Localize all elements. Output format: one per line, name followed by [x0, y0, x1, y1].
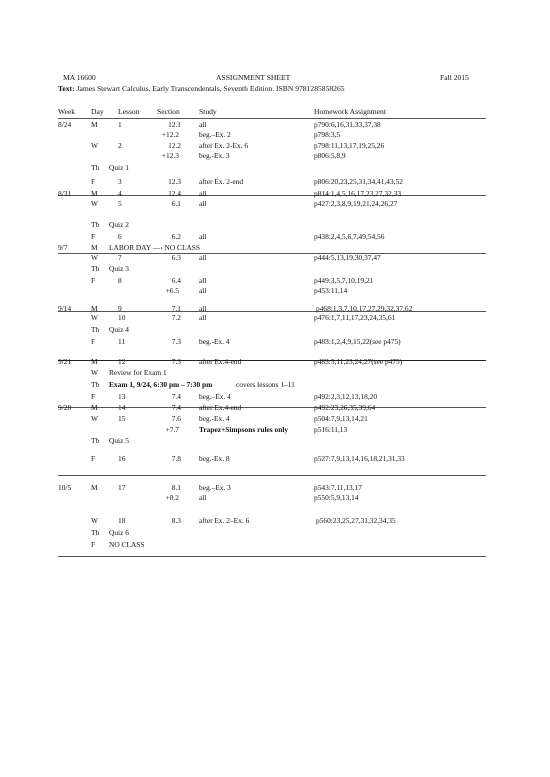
row-homework: p798:11,13,17,19,25,26	[314, 141, 385, 150]
row-homework: p468:1,3,7,10,17,27,29,32,37,62	[316, 304, 413, 313]
row-day: F	[91, 177, 96, 186]
row-week: 9/28	[58, 403, 72, 412]
row-day: M	[91, 357, 98, 366]
row-study: beg.–Ex. 3	[199, 483, 231, 492]
row-homework: p543:7,11,13,17	[314, 483, 362, 492]
row-day: F	[91, 337, 96, 346]
row-lesson: 9	[118, 304, 122, 313]
row-day: Th	[91, 163, 100, 172]
row-section: 7.3	[171, 337, 181, 346]
textbook-label: Text:	[58, 84, 75, 93]
row-study: all	[199, 189, 207, 198]
row-homework: p427:2,3,8,9,19,21,24,26,27	[314, 199, 398, 208]
row-week: 10/5	[58, 483, 72, 492]
row-section: 12.4	[168, 189, 181, 198]
row-section: 7.4	[171, 403, 181, 412]
row-section: 7.2	[171, 313, 181, 322]
row-lesson: 18	[118, 516, 126, 525]
row-lesson: 3	[118, 177, 122, 186]
row-day: F	[91, 392, 96, 401]
row-homework: p504:7,9,13,14,21	[314, 414, 368, 423]
row-study: all	[199, 253, 207, 262]
row-section: +12.2	[161, 130, 179, 139]
row-day: Th	[91, 325, 100, 334]
col-section: Section	[157, 107, 180, 116]
row-study: beg.-Ex. 8	[199, 454, 230, 463]
row-week: 9/7	[58, 243, 68, 252]
row-study: all	[199, 232, 207, 241]
row-lesson: 17	[118, 483, 126, 492]
row-lesson: Quiz 3	[109, 264, 129, 273]
row-study: beg.–Ex. 2	[199, 130, 231, 139]
row-lesson: 12	[118, 357, 126, 366]
divider	[58, 311, 486, 312]
row-lesson: Exam 1, 9/24, 6:30 pm – 7:30 pm	[109, 380, 213, 389]
exam-coverage: covers lessons 1–11	[236, 380, 295, 389]
row-study: all	[199, 286, 207, 295]
row-day: M	[91, 304, 98, 313]
textbook-title: James Stewart Calculus, Early Transcendentals, Seventh Edition. ISBN 9781285858265	[76, 84, 345, 93]
row-homework: p790:6,16,31,33,37,38	[314, 120, 381, 129]
row-lesson: 1	[118, 120, 122, 129]
row-section: 6.3	[171, 253, 181, 262]
row-day: F	[91, 276, 96, 285]
row-homework: p516:11,13	[314, 425, 348, 434]
divider	[58, 475, 486, 476]
row-day: Th	[91, 220, 100, 229]
row-homework: p483:1,2,4,9,15,22(see p475)	[314, 337, 401, 346]
row-day: F	[91, 232, 96, 241]
row-lesson: Quiz 1	[109, 163, 129, 172]
row-homework: p476:1,7,11,17,23,24,35,61	[314, 313, 396, 322]
row-day: M	[91, 189, 98, 198]
col-lesson: Lesson	[118, 107, 140, 116]
row-study: after Ex.4-end	[199, 403, 242, 412]
row-week: 9/14	[58, 304, 72, 313]
row-lesson: 14	[118, 403, 126, 412]
row-lesson: Quiz 5	[109, 436, 129, 445]
row-section: 8.3	[171, 516, 181, 525]
col-week: Week	[58, 107, 76, 116]
row-lesson: 4	[118, 189, 122, 198]
row-section: +12.3	[161, 151, 179, 160]
row-day: M	[91, 483, 98, 492]
row-study: beg.-Ex. 4	[199, 414, 230, 423]
row-section: 7.3	[171, 357, 181, 366]
row-homework: p453:11,14	[314, 286, 348, 295]
sheet-title: ASSIGNMENT SHEET	[216, 73, 291, 82]
row-lesson: 2	[118, 141, 122, 150]
row-homework: p806:5,8,9	[314, 151, 346, 160]
row-section: 12.3	[168, 177, 181, 186]
row-homework: p560:23,25,27,31,32,34,35	[316, 516, 396, 525]
row-section: 12.1	[168, 120, 181, 129]
row-study: all	[199, 304, 207, 313]
col-study: Study	[199, 107, 217, 116]
row-week: 8/31	[58, 189, 72, 198]
row-day: Th	[91, 264, 100, 273]
row-day: Th	[91, 436, 100, 445]
row-study: after Ex. 2-end	[199, 177, 244, 186]
row-section: 7.8	[171, 454, 181, 463]
row-section: 6.4	[171, 276, 181, 285]
row-lesson: 11	[118, 337, 126, 346]
row-day: M	[91, 120, 98, 129]
row-lesson: 15	[118, 414, 126, 423]
row-day: F	[91, 454, 96, 463]
row-lesson: 6	[118, 232, 122, 241]
row-day: F	[91, 540, 96, 549]
row-study: beg.-Ex. 3	[199, 151, 230, 160]
divider	[58, 118, 486, 119]
row-study: after Ex. 2–Ex. 6	[199, 516, 250, 525]
course-number: MA 16600	[63, 73, 96, 82]
row-study: beg.-Ex. 4	[199, 337, 230, 346]
row-study: after Ex. 2-Ex. 6	[199, 141, 249, 150]
row-lesson: LABOR DAY —› NO CLASS	[109, 243, 201, 252]
row-study: all	[199, 120, 207, 129]
row-section: 7.6	[171, 414, 181, 423]
row-section: 12.2	[168, 141, 181, 150]
divider	[58, 253, 486, 254]
row-study: all	[199, 199, 207, 208]
row-homework: p550:5,9,13,14	[314, 493, 359, 502]
row-homework: p444:5,13,19,30,37,47	[314, 253, 381, 262]
row-section: 8.1	[171, 483, 181, 492]
row-homework: p806:20,23,25,31,34,41,43,52	[314, 177, 403, 186]
row-section: +6.5	[165, 286, 179, 295]
row-section: 7.1	[171, 304, 181, 313]
row-study: beg.–Ex. 4	[199, 392, 231, 401]
row-lesson: 5	[118, 199, 122, 208]
col-homework: Homework Assignment	[314, 107, 386, 116]
row-week: 9/21	[58, 357, 72, 366]
row-lesson: 7	[118, 253, 122, 262]
row-homework: p438:2,4,5,6,7,49,54,56	[314, 232, 385, 241]
row-homework: p492:2,3,12,13,18,20	[314, 392, 378, 401]
row-day: M	[91, 403, 98, 412]
row-lesson: Review for Exam 1	[109, 368, 167, 377]
row-day: W	[91, 414, 98, 423]
row-section: +7.7	[165, 425, 179, 434]
row-lesson: 16	[118, 454, 126, 463]
row-day: W	[91, 253, 98, 262]
row-day: M	[91, 243, 98, 252]
row-day: W	[91, 313, 98, 322]
row-study: after Ex.4-end	[199, 357, 242, 366]
row-lesson: 8	[118, 276, 122, 285]
row-day: Th	[91, 528, 100, 537]
row-day: W	[91, 368, 98, 377]
row-section: 6.2	[171, 232, 181, 241]
row-section: 7.4	[171, 392, 181, 401]
row-day: Th	[91, 380, 100, 389]
row-homework: p483:5,11,23,24,27(see p475)	[314, 357, 403, 366]
row-lesson: 10	[118, 313, 126, 322]
textbook-line	[58, 84, 345, 93]
row-homework: p527:7,9,13,14,16,18,21,31,33	[314, 454, 405, 463]
row-homework: p798:3,5	[314, 130, 341, 139]
row-day: W	[91, 199, 98, 208]
row-study: all	[199, 493, 207, 502]
row-week: 8/24	[58, 120, 72, 129]
row-homework: p449:3,5,7,10,19,21	[314, 276, 374, 285]
row-lesson: Quiz 6	[109, 528, 129, 537]
row-section: +8.2	[165, 493, 179, 502]
row-lesson: Quiz 4	[109, 325, 129, 334]
divider	[58, 556, 486, 557]
row-day: W	[91, 516, 98, 525]
row-day: W	[91, 141, 98, 150]
col-day: Day	[91, 107, 104, 116]
row-study: all	[199, 313, 207, 322]
row-study: Trapez+Simpsons rules only	[199, 425, 289, 434]
row-lesson: NO CLASS	[109, 540, 145, 549]
term: Fall 2015	[440, 73, 469, 82]
row-lesson: Quiz 2	[109, 220, 129, 229]
row-homework: p814:1,4,5,16,17,23,27,32,33	[314, 189, 402, 198]
row-lesson: 13	[118, 392, 126, 401]
divider	[58, 195, 486, 196]
row-study: all	[199, 276, 207, 285]
row-homework: p492:23,26,35,39,64	[314, 403, 376, 412]
row-section: 6.1	[171, 199, 181, 208]
